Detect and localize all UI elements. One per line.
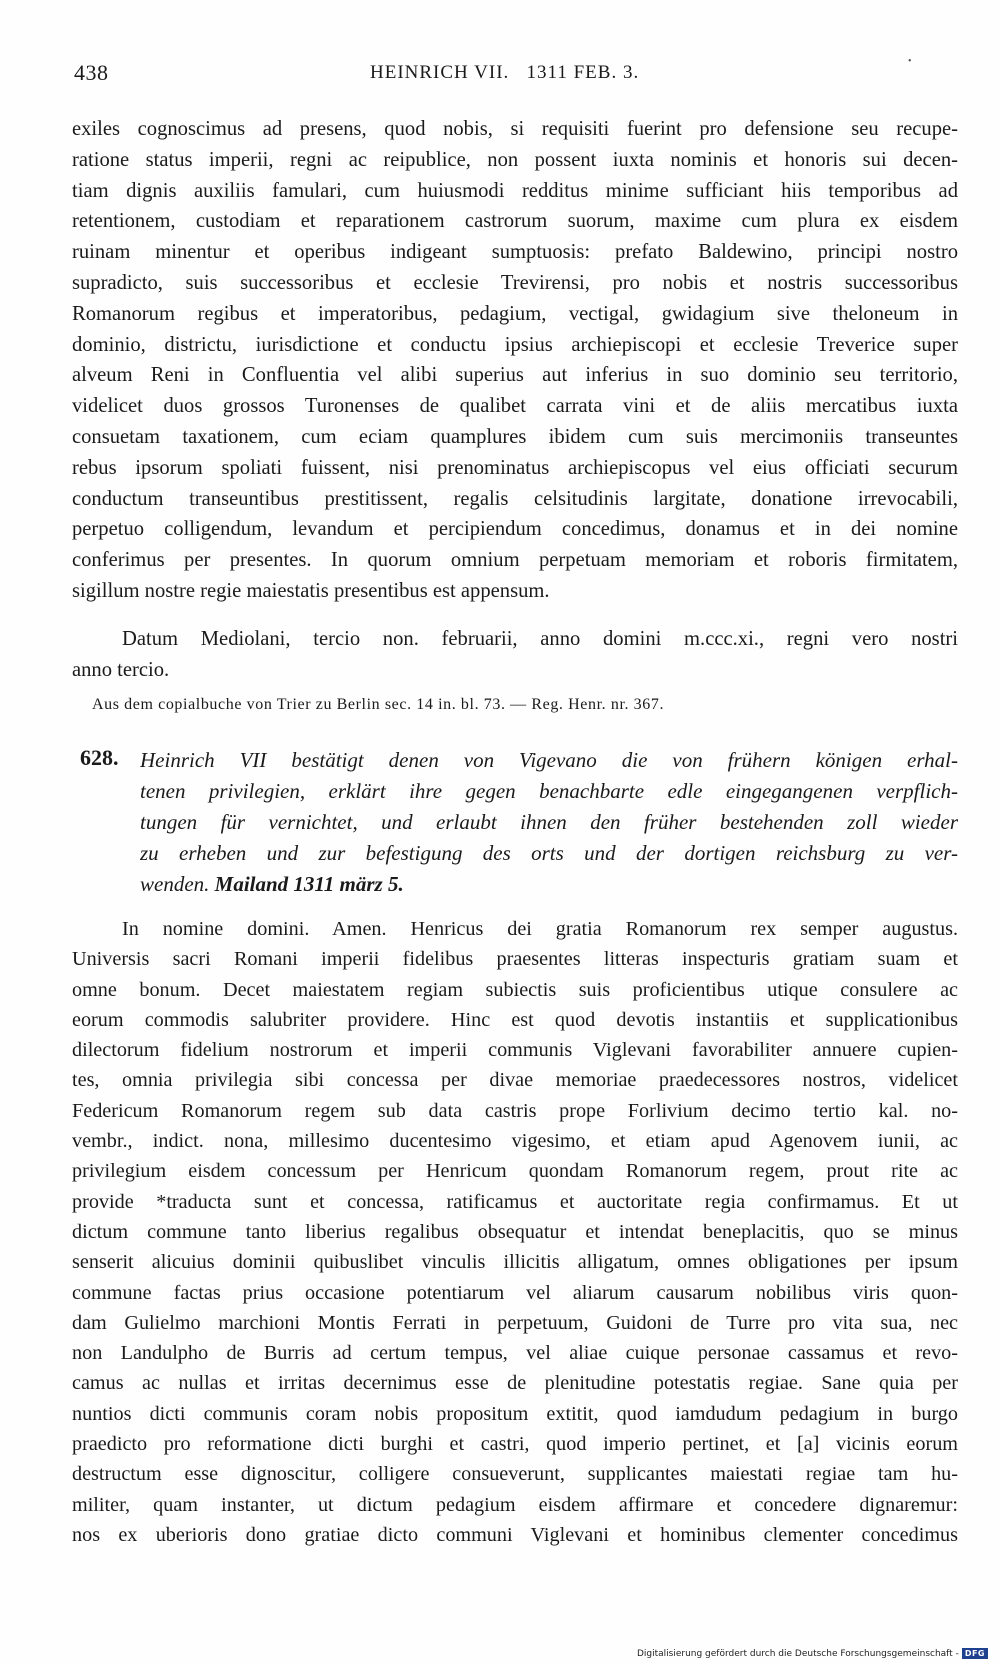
text-line: supradicto, suis successoribus et ecclesie Trevirensi, pro nobis et nostris successoribus bbox=[72, 271, 958, 294]
text-line: dictum commune tanto liberius regalibus obsequatur et intendat beneplacitis, quo se minus bbox=[72, 1220, 958, 1243]
text-line: omne bonum. Decet maiestatem regiam subiectis suis proficientibus utique consulere ac bbox=[72, 978, 958, 1001]
text-line: nos ex uberioris dono gratiae dicto communi Viglevani et hominibus clementer concedimus bbox=[72, 1523, 958, 1546]
running-head: HEINRICH VII. 1311 FEB. 3. bbox=[370, 62, 640, 83]
text-line: tes, omnia privilegia sibi concessa per divae memoriae praedecessores nostros, videlicet bbox=[72, 1069, 958, 1092]
text-line: eorum commodis salubriter providere. Hinc est quod devotis instantiis et supplicationibus bbox=[72, 1008, 958, 1031]
text-line: praedicto pro reformatione dicti burghi et castri, quod imperio pertinet, et [a] vicinis eorum bbox=[72, 1433, 958, 1456]
footer-credit: Digitalisierung gefördert durch die Deutsche Forschungsgemeinschaft - bbox=[636, 1648, 959, 1659]
regest-line: Heinrich VII bestätigt denen von Vigevano die von frühern königen erhal- bbox=[140, 748, 958, 772]
page-number: 438 bbox=[74, 60, 109, 85]
text-line: camus ac nullas et irritas decernimus esse de plenitudine potestatis regiae. Sane quia per bbox=[72, 1372, 958, 1395]
text-line: nuntios dicti communis coram nobis propositum extitit, quod iamdudum pedagium in burgo bbox=[72, 1402, 958, 1425]
continued-document-text bbox=[72, 114, 958, 607]
source-note: Aus dem copialbuche von Trier zu Berlin sec. 14 in. bl. 73. — Reg. Henr. nr. 367. bbox=[92, 696, 665, 713]
text-line: sigillum nostre regie maiestatis presentibus est appensum. bbox=[72, 579, 550, 602]
regest-line: tungen für vernichtet, und erlaubt ihnen den früher bestehenden zoll wieder bbox=[140, 810, 958, 834]
dfg-logo: DFG bbox=[962, 1648, 988, 1659]
regest-line: zu erheben und zur befestigung des orts und der dortigen reichsburg zu ver- bbox=[140, 841, 958, 865]
text-line: Universis sacri Romani imperii fidelibus praesentes litteras inspecturis gratiam suam et bbox=[72, 948, 958, 971]
text-line: senserit alicuius dominii quibuslibet vinculis illicitis alligatum, omnes obligationes per ipsum bbox=[72, 1251, 958, 1274]
text-line: non Landulpho de Burris ad certum tempus, vel aliae cuique personae cassamus et revo- bbox=[72, 1342, 958, 1365]
document-number: 628. bbox=[80, 745, 119, 770]
text-line: privilegium eisdem concessum per Henricum quondam Romanorum regem, prout rite ac bbox=[72, 1160, 958, 1183]
text-line: conductum transeuntibus prestitissent, regalis celsitudinis largitate, donatione irrevocabili, bbox=[72, 487, 958, 510]
text-line: In nomine domini. Amen. Henricus dei gratia Romanorum rex semper augustus. bbox=[122, 918, 958, 940]
regest-last-prefix: wenden. bbox=[140, 872, 215, 896]
text-line: dominio, districtu, iurisdictione et conductu ipsius archiepiscopi et ecclesie Treverice super bbox=[72, 333, 958, 356]
text-line: videlicet duos grossos Turonenses de qualibet carrata vini et de aliis mercatibus iuxta bbox=[72, 395, 958, 418]
text-line: anno tercio. bbox=[72, 658, 170, 681]
regest-last-line bbox=[140, 869, 958, 900]
text-line: Federicum Romanorum regem sub data castris prope Forlivium decimo tertio kal. no- bbox=[72, 1099, 958, 1122]
text-line: rebus ipsorum spoliati fuissent, nisi prenominatus archiepiscopus vel eius officiati securum bbox=[72, 456, 958, 479]
text-line: commune factas prius occasione potentiarum vel aliarum causarum nobilibus viris quon- bbox=[72, 1281, 958, 1304]
dating-clause bbox=[72, 624, 958, 686]
regest-line: tenen privilegien, erklärt ihre gegen benachbarte edle eingegangenen verpflich- bbox=[140, 779, 958, 803]
text-line: ruinam minentur et operibus indigeant sumptuosis: prefato Baldewino, principi nostro bbox=[72, 241, 958, 264]
regest-summary bbox=[140, 745, 958, 900]
text-line: tiam dignis auxiliis famulari, cum huiusmodi redditus minime sufficiant hiis temporibus ad bbox=[72, 179, 958, 202]
text-line: consuetam taxationem, cum eciam quamplures ibidem cum suis mercimoniis transeuntes bbox=[72, 425, 958, 448]
text-line: vembr., indict. nona, millesimo ducentesimo vigesimo, et etiam apud Agenovem iunii, ac bbox=[72, 1130, 958, 1153]
digitization-footer bbox=[637, 1648, 988, 1659]
text-line: conferimus per presentes. In quorum omnium perpetuam memoriam et roboris firmitatem, bbox=[72, 549, 958, 572]
charter-text bbox=[72, 914, 958, 1550]
top-mark: • bbox=[908, 56, 912, 67]
text-line: retentionem, custodiam et reparationem castrorum suorum, maxime cum plura ex eisdem bbox=[72, 210, 958, 233]
text-line: alveum Reni in Confluentia vel alibi superius aut inferius in suo dominio seu territorio, bbox=[72, 364, 958, 387]
text-line: provide *traducta sunt et concessa, ratificamus et auctoritate regia confirmamus. Et ut bbox=[72, 1190, 958, 1213]
text-line: militer, quam instanter, ut dictum pedagium eisdem affirmare et concedere dignaremur: bbox=[72, 1493, 958, 1516]
text-line: exiles cognoscimus ad presens, quod nobis, si requisiti fuerint pro defensione seu recupe- bbox=[72, 118, 958, 140]
page-header bbox=[74, 56, 958, 96]
text-line: Datum Mediolani, tercio non. februarii, anno domini m.ccc.xi., regni vero nostri bbox=[122, 628, 958, 650]
text-line: destructum esse dignoscitur, colligere consueverunt, supplicantes maiestati regiae tam hu- bbox=[72, 1463, 958, 1486]
text-line: dam Gulielmo marchioni Montis Ferrati in perpetuum, Guidoni de Turre pro vita sua, nec bbox=[72, 1311, 958, 1334]
text-line: ratione status imperii, regni ac reipublice, non possent iuxta nominis et honoris sui decen- bbox=[72, 148, 958, 171]
text-line: Romanorum regibus et imperatoribus, pedagium, vectigal, gwidagium sive theloneum in bbox=[72, 302, 958, 325]
regest-place-date: Mailand 1311 märz 5. bbox=[214, 872, 404, 896]
text-line: perpetuo colligendum, levandum et percipiendum concedimus, donamus et in dei nomine bbox=[72, 518, 958, 541]
text-line: dilectorum fidelium nostrorum et imperii communis Viglevani favorabiliter annuere cupien- bbox=[72, 1039, 958, 1062]
